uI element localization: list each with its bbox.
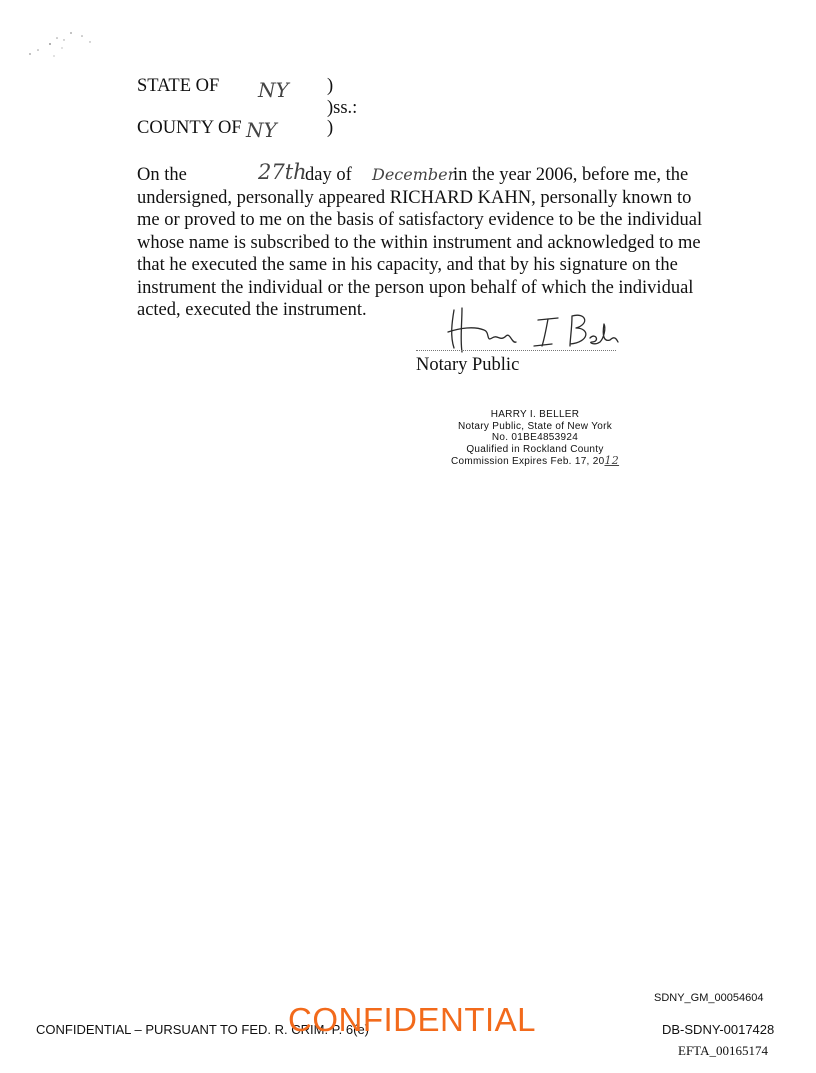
state-paren: ) — [327, 76, 334, 96]
bates-db-number: DB-SDNY-0017428 — [662, 1022, 775, 1037]
bates-gm-number: SDNY_GM_00054604 — [654, 992, 764, 1004]
day-of-text: day of — [305, 165, 352, 185]
county-handwritten-value: NY — [246, 118, 277, 142]
confidential-notice: CONFIDENTIAL – PURSUANT TO FED. R. CRIM. P. 6(e) — [36, 1022, 370, 1037]
ss-notation: )ss.: — [327, 98, 358, 118]
on-the-text: On the — [137, 165, 187, 185]
confidential-watermark: CONFIDENTIAL — [288, 1001, 537, 1038]
month-handwritten-value: December — [372, 165, 456, 184]
signature-line — [416, 350, 616, 351]
acknowledgment-paragraph — [137, 187, 737, 321]
stamp-line-name: HARRY I. BELLER — [490, 409, 580, 420]
efta-number: EFTA_00165174 — [678, 1043, 768, 1058]
stamp-line-county: Qualified in Rockland County — [466, 443, 604, 455]
paragraph-line: that he executed the same in his capacity, and that by his signature on the — [137, 255, 678, 276]
paragraph-line-1-rest: in the year 2006, before me, the — [453, 165, 689, 185]
paragraph-line: whose name is subscribed to the within instrument and acknowledged to me — [137, 232, 701, 253]
day-handwritten-value: 27th — [258, 160, 307, 184]
paragraph-line: me or proved to me on the basis of satisfactory evidence to be the individual — [137, 210, 703, 231]
paragraph-line: instrument the individual or the person upon behalf of which the individual — [137, 277, 694, 298]
stamp-line-title: Notary Public, State of New York — [457, 420, 613, 432]
scan-speck-marks — [24, 28, 124, 68]
state-of-label: STATE OF — [137, 76, 220, 96]
stamp-expiry-text: Commission Expires Feb. 17, 20 — [450, 456, 605, 468]
stamp-line-expiry — [440, 455, 630, 468]
notary-public-caption: Notary Public — [416, 355, 520, 375]
notary-signature — [440, 302, 620, 356]
state-handwritten-value: NY — [258, 78, 289, 102]
paragraph-line: undersigned, personally appeared RICHARD KAHN, personally known to — [137, 188, 692, 208]
stamp-expiry-handwritten-year: 12 — [604, 454, 620, 468]
stamp-line-number: No. 01BE4853924 — [491, 432, 579, 444]
county-of-label: COUNTY OF — [137, 118, 242, 138]
paragraph-line: acted, executed the instrument. — [137, 300, 367, 321]
county-paren: ) — [327, 118, 334, 138]
notary-stamp — [440, 409, 630, 468]
